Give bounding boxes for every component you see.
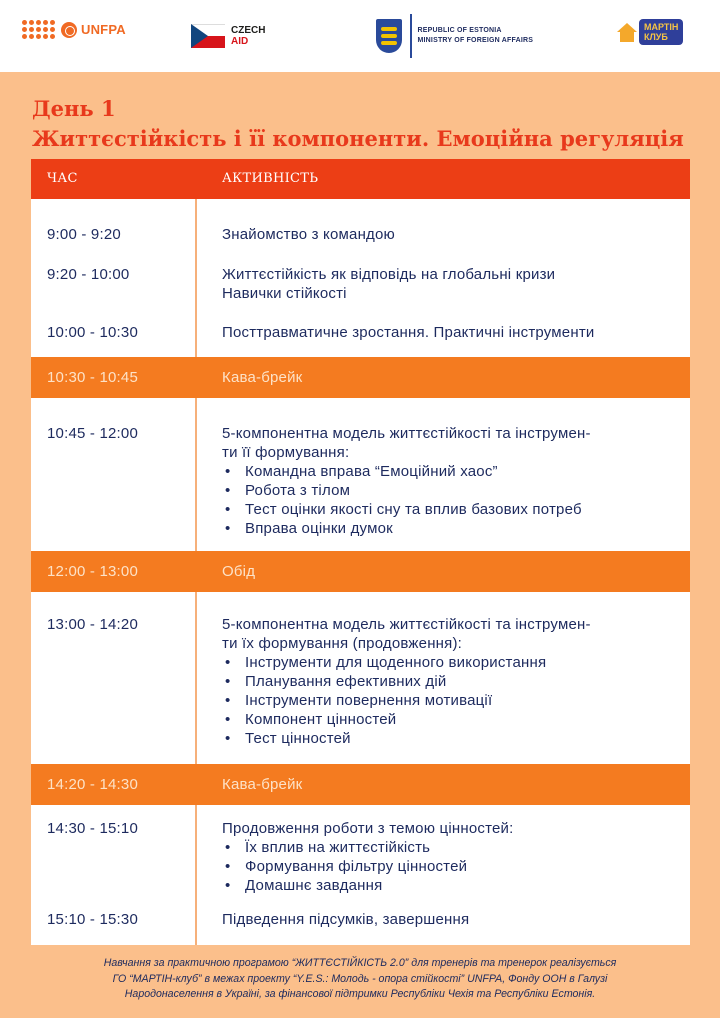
schedule-table [31, 159, 690, 945]
row-activity: ти її формування: [222, 444, 350, 461]
list-item: • Компонент цінностей [222, 710, 682, 729]
row-time: 12:00 - 13:00 [47, 563, 139, 580]
row-activity: Продовження роботи з темою цінностей: [222, 820, 514, 837]
row-time: 10:45 - 12:00 [47, 425, 139, 442]
list-item: • Робота з тілом [222, 481, 682, 500]
estonia-line1: REPUBLIC OF ESTONIA [417, 27, 502, 34]
unfpa-dots-icon [22, 20, 55, 39]
czech-aid-line1: CZECH [231, 25, 266, 36]
break-row [31, 357, 690, 398]
column-divider [195, 199, 197, 357]
row-activity: Обід [222, 563, 256, 580]
martin-line2: КЛУБ [644, 32, 668, 42]
row-time: 14:20 - 14:30 [47, 776, 139, 793]
unfpa-logo [22, 20, 126, 39]
row-time: 9:20 - 10:00 [47, 266, 130, 283]
row-time: 13:00 - 14:20 [47, 616, 139, 633]
list-item: • Домашнє завдання [222, 876, 682, 895]
estonia-line2: MINISTRY OF FOREIGN AFFAIRS [417, 37, 534, 44]
estonia-coat-of-arms-icon [376, 19, 402, 53]
martin-club-logo [617, 19, 683, 45]
footer-line: Навчання за практичною програмою “ЖИТТЄСТІЙКІСТЬ 2.0” для тренерів та тренерок реалізується [103, 957, 617, 969]
row-activity: Посттравматичне зростання. Практичні інструменти [222, 324, 595, 341]
row-time: 10:00 - 10:30 [47, 324, 139, 341]
unfpa-logo-text: UNFPA [81, 22, 126, 37]
break-row [31, 551, 690, 592]
row-activity: 5-компонентна модель життєстійкості та інструмен- [222, 425, 591, 442]
row-time: 15:10 - 15:30 [47, 911, 139, 928]
row-activity: Знайомство з командою [222, 226, 396, 243]
row-time: 9:00 - 9:20 [47, 226, 121, 243]
footer-line: Народонаселення в Україні, за фінансової підтримки Республіки Чехія та Республіки Естонія. [124, 988, 596, 1000]
day-title: День 1 [32, 96, 116, 121]
row-activity: ти їх формування (продовження): [222, 635, 463, 652]
czech-aid-logo [191, 24, 265, 48]
logo-bar [0, 0, 720, 72]
list-item: • Їх вплив на життєстійкість [222, 838, 682, 857]
list-item: • Планування ефективних дій [222, 672, 682, 691]
logo-divider [410, 14, 412, 58]
row-activity: 5-компонентна модель життєстійкості та інструмен- [222, 616, 591, 633]
list-item: • Вправа оцінки думок [222, 519, 682, 538]
list-item: • Інструменти для щоденного використання [222, 653, 682, 672]
column-divider [195, 398, 197, 551]
un-globe-icon [61, 22, 77, 38]
row-activity: Кава-брейк [222, 776, 303, 793]
column-header-time: ЧАС [47, 171, 78, 186]
break-row [31, 764, 690, 805]
list-item: • Тест оцінки якості сну та вплив базових потреб [222, 500, 682, 519]
column-divider [195, 592, 197, 764]
footer-note [30, 956, 690, 1003]
house-icon [617, 23, 637, 41]
row-activity: Кава-брейк [222, 369, 303, 386]
czech-flag-icon [191, 24, 225, 48]
row-time: 14:30 - 15:10 [47, 820, 139, 837]
row-activity: Життєстійкість як відповідь на глобальні кризи [222, 266, 556, 283]
list-item: • Тест цінностей [222, 729, 682, 748]
list-item: • Командна вправа “Емоційний хаос” [222, 462, 682, 481]
estonia-mfa-logo [376, 14, 533, 58]
page-title: Життєстійкість і її компоненти. Емоційна регуляція [32, 126, 684, 151]
list-item: • Інструменти повернення мотивації [222, 691, 682, 710]
martin-line1: МАРТІН [644, 22, 679, 32]
list-item: • Формування фільтру цінностей [222, 857, 682, 876]
row-activity: Підведення підсумків, завершення [222, 911, 470, 928]
page-heading [32, 94, 692, 154]
table-header [31, 159, 690, 199]
czech-aid-line2: AID [231, 36, 249, 47]
footer-line: ГО “МАРТІН-клуб” в межах проекту “Y.E.S.: Молодь - опора стійкості” UNFPA, Фонду ООН в Галузі [112, 972, 608, 985]
row-activity: Навички стійкості [222, 285, 347, 302]
column-divider [195, 805, 197, 945]
column-header-activity: АКТИВНІСТЬ [222, 171, 319, 186]
row-time: 10:30 - 10:45 [47, 369, 139, 386]
